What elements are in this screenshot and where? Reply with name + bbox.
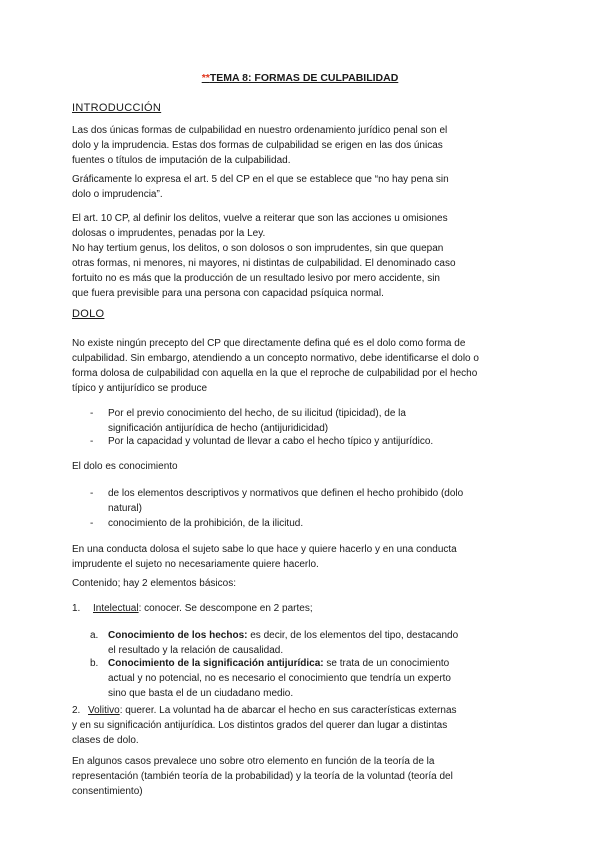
sub-item-bold: Conocimiento de la significación antijurídica: xyxy=(108,658,324,669)
text-line: otras formas, ni menores, ni mayores, ni distintas de culpabilidad. El denominado caso xyxy=(72,258,456,269)
list-bullet: - xyxy=(90,408,94,419)
text-line: fortuito no es más que la producción de un resultado lesivo por mero accidente, sin xyxy=(72,273,440,284)
text-line: forma dolosa de culpabilidad con aquella en la que el reproche de culpabilidad por el hecho xyxy=(72,368,478,379)
sub-item xyxy=(108,656,449,671)
text-line: El dolo es conocimiento xyxy=(72,461,178,472)
text-line: Contenido; hay 2 elementos básicos: xyxy=(72,578,236,589)
text-line: dolo o imprudencia”. xyxy=(72,189,163,200)
list-item: Por la capacidad y voluntad de llevar a cabo el hecho típico y antijurídico. xyxy=(108,436,434,447)
list-bullet: - xyxy=(90,518,94,529)
text-line: dolo y la imprudencia. Estas dos formas de culpabilidad se erigen en las dos únicas xyxy=(72,140,443,151)
list-item: significación antijurídica de hecho (antijuridicidad) xyxy=(108,423,329,434)
page-title xyxy=(0,72,600,84)
title-text: TEMA 8: FORMAS DE CULPABILIDAD xyxy=(209,72,399,84)
text-line: El art. 10 CP, al definir los delitos, vuelve a reiterar que son las acciones u omisiones xyxy=(72,213,448,224)
intro-paragraph-1 xyxy=(72,123,534,168)
intro-paragraph-4 xyxy=(72,241,534,301)
dolo-paragraph-1 xyxy=(72,336,534,396)
text-line: En algunos casos prevalece uno sobre otro elemento en función de la teoría de la xyxy=(72,756,435,767)
list-item: de los elementos descriptivos y normativos que definen el hecho prohibido (dolo xyxy=(108,488,464,499)
numbered-marker: 2. xyxy=(72,705,81,716)
dolo-heading: DOLO xyxy=(72,308,105,320)
numbered-label: Volitivo xyxy=(88,705,120,716)
numbered-item xyxy=(88,703,457,718)
sub-marker: a. xyxy=(90,630,99,641)
intro-paragraph-2 xyxy=(72,172,534,202)
text-line: No existe ningún precepto del CP que directamente defina qué es el dolo como forma de xyxy=(72,338,466,349)
title-stars: ** xyxy=(201,72,210,84)
text-line: No hay tertium genus, los delitos, o son dolosos o son imprudentes, sin que quepan xyxy=(72,243,444,254)
sub-item-bold: Conocimiento de los hechos: xyxy=(108,630,248,641)
sub-item-line: sino que basta el de un ciudadano medio. xyxy=(108,688,294,699)
numbered-text: : querer. La voluntad ha de abarcar el hecho en sus características externas xyxy=(119,705,457,716)
dolo-paragraph-4 xyxy=(72,576,534,591)
dolo-paragraph-2 xyxy=(72,459,534,474)
sub-item-text: es decir, de los elementos del tipo, destacando xyxy=(247,630,459,641)
list-item: Por el previo conocimiento del hecho, de su ilicitud (tipicidad), de la xyxy=(108,408,406,419)
numbered-item-line: clases de dolo. xyxy=(72,735,139,746)
list-bullet: - xyxy=(90,436,94,447)
text-line: consentimiento) xyxy=(72,786,143,797)
text-line: culpabilidad. Sin embargo, atendiendo a un concepto normativo, debe identificarse el dolo o xyxy=(72,353,479,364)
sub-marker: b. xyxy=(90,658,99,669)
dolo-paragraph-3 xyxy=(72,542,534,572)
numbered-item xyxy=(93,601,313,616)
text-line: fuentes o títulos de imputación de la culpabilidad. xyxy=(72,155,291,166)
sub-item-text: se trata de un conocimiento xyxy=(323,658,450,669)
list-item: natural) xyxy=(108,503,142,514)
list-item: conocimiento de la prohibición, de la ilicitud. xyxy=(108,518,304,529)
sub-item-line: el resultado y la relación de causalidad. xyxy=(108,645,284,656)
text-line: Gráficamente lo expresa el art. 5 del CP en el que se establece que “no hay pena sin xyxy=(72,174,449,185)
numbered-item-line: y en su significación antijurídica. Los distintos grados del querer dan lugar a distintas xyxy=(72,720,448,731)
intro-paragraph-3 xyxy=(72,211,534,241)
text-line: Las dos únicas formas de culpabilidad en nuestro ordenamiento jurídico penal son el xyxy=(72,125,448,136)
text-line: representación (también teoría de la probabilidad) y la teoría de la voluntad (teoría del xyxy=(72,771,453,782)
sub-item-line: actual y no potencial, no es necesario el conocimiento que tendría un experto xyxy=(108,673,451,684)
numbered-marker: 1. xyxy=(72,603,81,614)
intro-heading: INTRODUCCIÓN xyxy=(72,102,162,114)
list-bullet: - xyxy=(90,488,94,499)
text-line: dolosas o imprudentes, penadas por la Ley. xyxy=(72,228,266,239)
text-line: imprudente el sujeto no necesariamente quiere hacerlo. xyxy=(72,559,319,570)
numbered-text: : conocer. Se descompone en 2 partes; xyxy=(138,603,313,614)
numbered-label: Intelectual xyxy=(93,603,139,614)
final-paragraph xyxy=(72,754,534,799)
text-line: que fuera previsible para una persona con capacidad psíquica normal. xyxy=(72,288,384,299)
sub-item xyxy=(108,628,458,643)
text-line: típico y antijurídico se produce xyxy=(72,383,208,394)
text-line: En una conducta dolosa el sujeto sabe lo que hace y quiere hacerlo y en una conducta xyxy=(72,544,457,555)
